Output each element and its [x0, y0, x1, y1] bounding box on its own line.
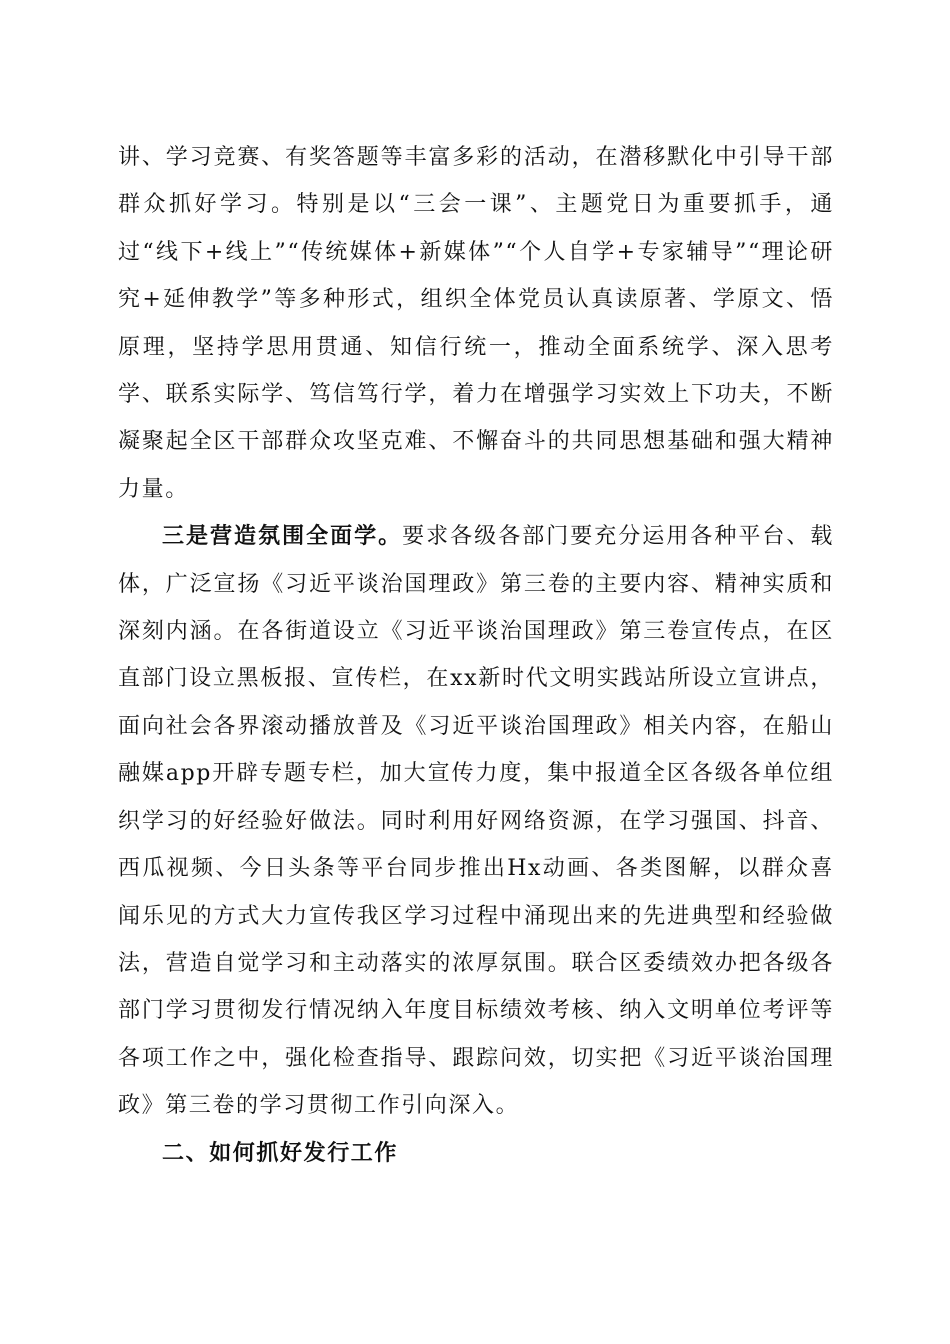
paragraph-item-three [118, 513, 834, 1129]
document-page [118, 134, 834, 1177]
paragraph-lead-bold: 三是营造氛围全面学。 [162, 524, 403, 550]
section-heading: 二、如何抓好发行工作 [162, 1140, 399, 1166]
paragraph-body: 要求各级各部门要充分运用各种平台、载体，广泛宣扬《习近平谈治国理政》第三卷的主要内容、精神实质和深刻内涵。在各街道设立《习近平谈治国理政》第三卷宣传点，在区直部门设立黑板报、宣传栏，在xx新时代文明实践站所设立宣讲点，面向社会各界滚动播放普及《习近平谈治国理政》相关内容，在船山融媒app开辟专题专栏，加大宣传力度，集中报道全区各级各单位组织学习的好经验好做法。同时利用好网络资源，在学习强国、抖音、西瓜视频、今日头条等平台同步推出Hx动画、各类图解，以群众喜闻乐见的方式大力宣传我区学习过程中涌现出来的先进典型和经验做法，营造自觉学习和主动落实的浓厚氛围。联合区委绩效办把各级各部门学习贯彻发行情况纳入年度目标绩效考核、纳入文明单位考评等各项工作之中，强化检查指导、跟踪问效，切实把《习近平谈治国理政》第三卷的学习贯彻工作引向深入。 [118, 524, 834, 1119]
paragraph-continued: 讲、学习竞赛、有奖答题等丰富多彩的活动，在潜移默化中引导干部群众抓好学习。特别是以“三会一课”、主题党日为重要抓手，通过“线下+线上”“传统媒体+新媒体”“个人自学+专家辅导”“理论研究+延伸教学”等多种形式，组织全体党员认真读原著、学原文、悟原理，坚持学思用贯通、知信行统一，推动全面系统学、深入思考学、联系实际学、笃信笃行学，着力在增强学习实效上下功夫，不断凝聚起全区干部群众攻坚克难、不懈奋斗的共同思想基础和强大精神力量。 [118, 145, 834, 502]
